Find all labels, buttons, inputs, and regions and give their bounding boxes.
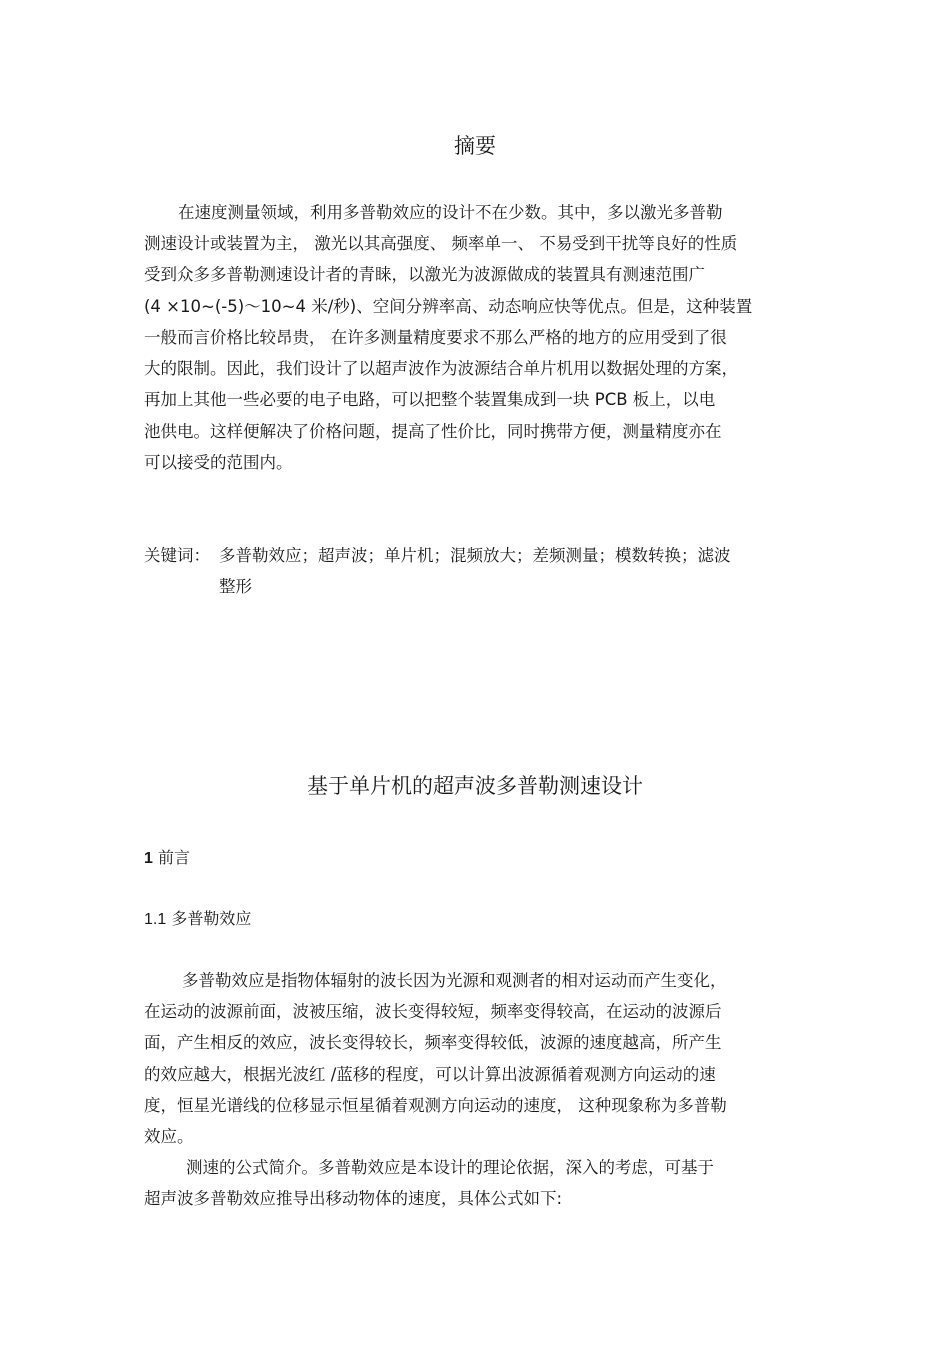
subsection-title: 多普勒效应 xyxy=(171,909,252,928)
abstract-line: 大的限制。因此，我们设计了以超声波作为波源结合单片机用以数据处理的方案， xyxy=(144,359,738,378)
subsection-heading xyxy=(144,909,251,930)
keywords-list: 多普勒效应；超声波；单片机；混频放大；差频测量；模数转换；滤波 xyxy=(219,546,731,565)
body-line: 效应。 xyxy=(144,1127,194,1146)
subsection-number: 1.1 xyxy=(144,911,167,928)
body-line: 度，恒星光谱线的位移显示恒星循着观测方向运动的速度， 这种现象称为多普勒 xyxy=(144,1096,727,1115)
section-heading xyxy=(144,848,190,869)
body-line: 面，产生相反的效应，波长变得较长，频率变得较低，波源的速度越高，所产生 xyxy=(144,1033,722,1052)
section-title: 前言 xyxy=(158,848,191,867)
abstract-title: 摘要 xyxy=(454,134,496,158)
abstract-line: 一般而言价格比较昂贵， 在许多测量精度要求不那么严格的地方的应用受到了很 xyxy=(144,328,727,347)
abstract-line: (4 ×10~(-5)～10~4 米/秒)、空间分辨率高、动态响应快等优点。但是，这种装置 xyxy=(144,297,753,316)
abstract-line: 可以接受的范围内。 xyxy=(144,453,293,472)
body-line: 的效应越大，根据光波红 /蓝移的程度，可以计算出波源循着观测方向运动的速 xyxy=(144,1065,716,1084)
abstract-line: 受到众多多普勒测速设计者的青睐，以激光为波源做成的装置具有测速范围广 xyxy=(144,265,705,284)
abstract-line: 测速设计或装置为主， 激光以其高强度、 频率单一、 不易受到干扰等良好的性质 xyxy=(144,234,738,253)
keywords-label: 关键词： xyxy=(144,546,210,565)
abstract-line: 池供电。这样便解决了价格问题，提高了性价比，同时携带方便，测量精度亦在 xyxy=(144,422,722,441)
abstract-line: 再加上其他一些必要的电子电路，可以把整个装置集成到一块 PCB 板上，以电 xyxy=(144,390,716,409)
body-line: 多普勒效应是指物体辐射的波长因为光源和观测者的相对运动而产生变化， xyxy=(182,971,727,990)
body-line: 超声波多普勒效应推导出移动物体的速度，具体公式如下: xyxy=(144,1189,563,1208)
keywords-list-continued: 整形 xyxy=(219,577,252,596)
body-line: 测速的公式简介。多普勒效应是本设计的理论依据，深入的考虑，可基于 xyxy=(186,1158,714,1177)
abstract-line: 在速度测量领域，利用多普勒效应的设计不在少数。其中，多以激光多普勒 xyxy=(178,203,723,222)
paper-title: 基于单片机的超声波多普勒测速设计 xyxy=(307,774,643,798)
section-number: 1 xyxy=(144,850,153,867)
body-line: 在运动的波源前面，波被压缩，波长变得较短，频率变得较高，在运动的波源后 xyxy=(144,1002,722,1021)
